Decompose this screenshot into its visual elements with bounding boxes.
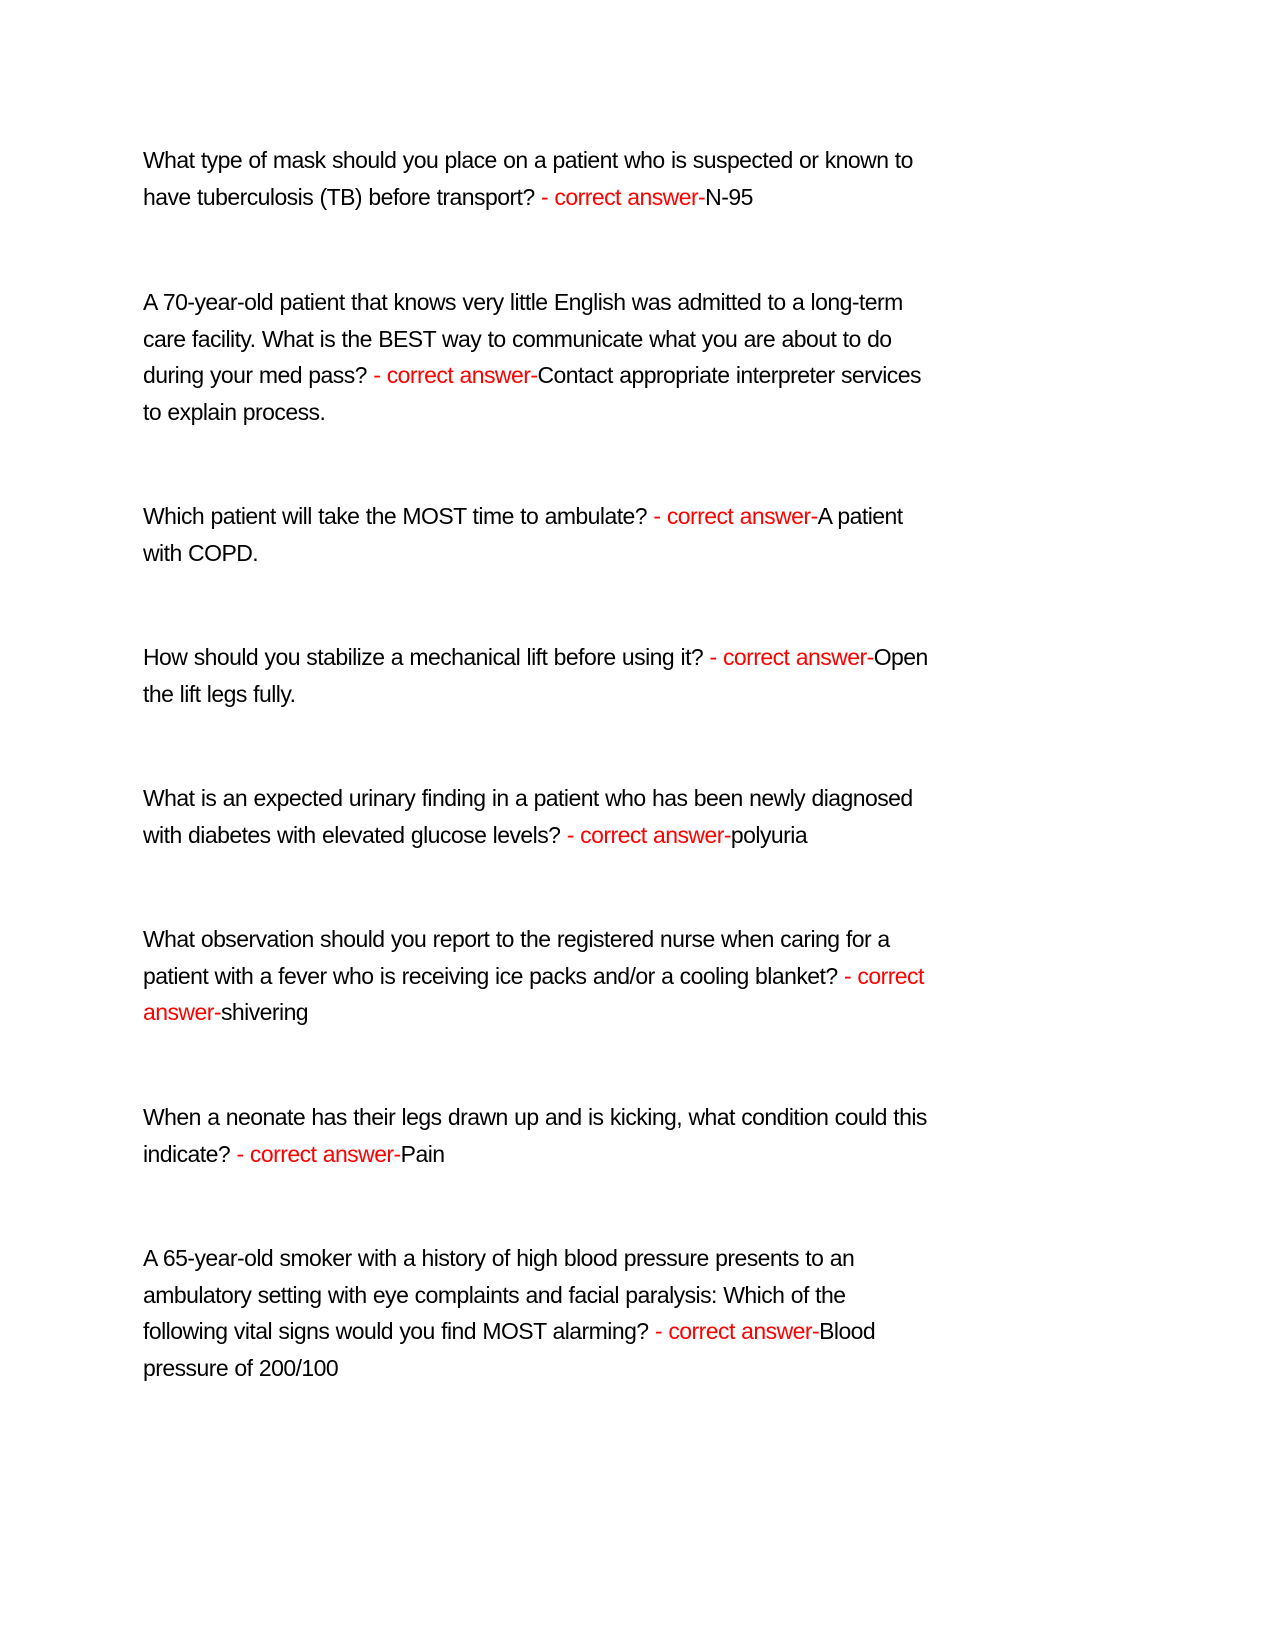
text-line	[143, 498, 1103, 535]
answer-marker: - correct answer-	[236, 1140, 401, 1167]
question-text: care facility. What is the BEST way to communicate what you are about to do	[143, 325, 892, 352]
text-line	[143, 142, 1103, 179]
qa-item-3	[143, 498, 1103, 571]
text-line	[143, 676, 1103, 713]
question-text: When a neonate has their legs drawn up and is kicking, what condition could this	[143, 1104, 927, 1130]
question-text: What is an expected urinary finding in a patient who has been newly diagnosed	[143, 785, 913, 811]
answer-text: Open	[873, 644, 928, 670]
answer-text: the lift legs fully.	[143, 680, 296, 707]
answer-text: to explain process.	[143, 398, 326, 425]
answer-text: pressure of 200/100	[143, 1354, 339, 1381]
question-text: A 70-year-old patient that knows very little English was admitted to a long-term	[143, 289, 903, 315]
question-text: A 65-year-old smoker with a history of high blood pressure presents to an	[143, 1245, 855, 1271]
question-text: ambulatory setting with eye complaints and facial paralysis: Which of the	[143, 1281, 846, 1308]
text-line	[143, 1277, 1103, 1314]
answer-text: Blood	[819, 1318, 876, 1344]
text-line	[143, 1099, 1103, 1136]
answer-text: Contact appropriate interpreter services	[537, 362, 921, 388]
qa-item-1	[143, 142, 1103, 215]
text-line	[143, 639, 1103, 676]
answer-text: Pain	[400, 1140, 445, 1167]
text-line	[143, 780, 1103, 817]
text-line	[143, 1350, 1103, 1387]
text-line	[143, 284, 1103, 321]
question-text: during your med pass?	[143, 362, 374, 388]
answer-marker: - correct answer-	[566, 821, 731, 848]
question-text: following vital signs would you find MOST alarming?	[143, 1318, 655, 1344]
text-line	[143, 179, 1103, 216]
qa-item-7	[143, 1099, 1103, 1172]
qa-item-5	[143, 780, 1103, 853]
question-text: Which patient will take the MOST time to ambulate?	[143, 503, 654, 529]
text-line	[143, 1136, 1103, 1173]
question-text: with diabetes with elevated glucose levels?	[143, 821, 567, 848]
question-text: have tuberculosis (TB) before transport?	[143, 183, 541, 210]
answer-text: shivering	[220, 999, 309, 1025]
text-line	[143, 817, 1103, 854]
answer-text: with COPD.	[143, 539, 259, 566]
qa-item-4	[143, 639, 1103, 712]
answer-marker: answer-	[143, 999, 221, 1025]
qa-item-6	[143, 921, 1103, 1031]
answer-marker: - correct answer-	[709, 644, 874, 670]
text-line	[143, 921, 1103, 958]
answer-text: N-95	[705, 183, 753, 210]
question-text: patient with a fever who is receiving ice packs and/or a cooling blanket?	[143, 962, 844, 989]
answer-text: polyuria	[730, 821, 808, 848]
answer-text: A patient	[817, 503, 903, 529]
question-text: What type of mask should you place on a patient who is suspected or known to	[143, 147, 913, 173]
answer-marker: - correct answer-	[540, 183, 706, 210]
text-line	[143, 958, 1103, 995]
question-text: What observation should you report to the registered nurse when caring for a	[143, 926, 890, 952]
text-line	[143, 357, 1103, 394]
qa-item-2	[143, 284, 1103, 430]
answer-marker: - correct	[843, 962, 924, 989]
text-line	[143, 1240, 1103, 1277]
qa-item-8	[143, 1240, 1103, 1386]
text-line	[143, 535, 1103, 572]
answer-marker: - correct answer-	[653, 503, 818, 529]
question-text: indicate?	[143, 1140, 237, 1167]
text-line	[143, 394, 1103, 431]
text-line	[143, 994, 1103, 1031]
text-line	[143, 321, 1103, 358]
answer-marker: - correct answer-	[373, 362, 538, 388]
text-line	[143, 1313, 1103, 1350]
answer-marker: - correct answer-	[654, 1318, 820, 1344]
question-text: How should you stabilize a mechanical lift before using it?	[143, 644, 710, 670]
